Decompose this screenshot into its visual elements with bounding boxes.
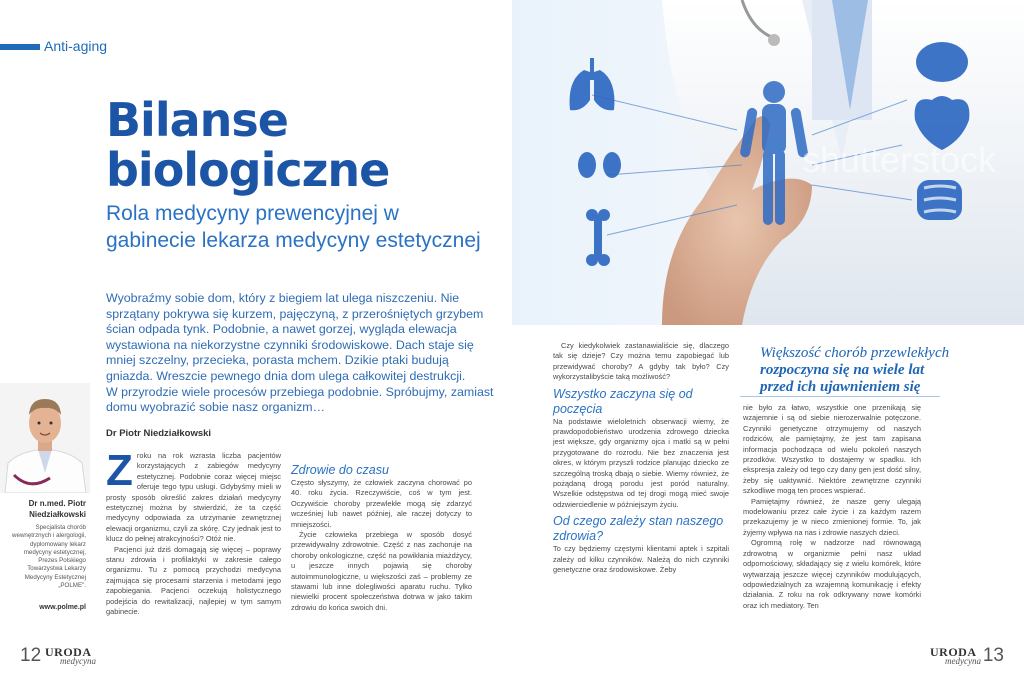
- title-line-1: Bilanse: [106, 93, 288, 147]
- page-number-right: 13: [982, 645, 1004, 666]
- brand-logo-right: URODA: [930, 645, 977, 659]
- col3-heading-2: Od czego zależy stan naszego zdrowia?: [553, 514, 724, 544]
- caption-name: Dr n.med. Piotr Niedziałkowski: [28, 499, 86, 519]
- col1-paragraph-1: roku na rok wzrasta liczba pacjentów korzystających z zabiegów medycyny estetycznej. Podobnie coraz więcej miejsc oferuje tego typu usługi. Gdybyśmy mieli w prosty sposób określić zakres działań medycyny estetycznej można by stwierdzić, że ta część medycyny odpowiada za utrzymanie zewnętrznej elewacji organizmu, czyli za skórę. Czy jednak jest to klucz do pełnej atrakcyjności? Otóż nie.: [106, 451, 281, 544]
- lead-text-2: W przyrodzie wiele procesów przebiega podobnie. Spróbujmy, zamiast domu wyobrazić sobie nasz organizm…: [106, 384, 494, 415]
- pull-quote-regular: Większość chorób przewlekłych: [760, 345, 950, 361]
- lead-text: Wyobraźmy sobie dom, który z biegiem lat ulega niszczeniu. Nie sprzątany pokrywa się kurzem, pajęczyną, z przerośniętych grzybem ścian odpada tynk. Podobnie, a nawet gorzej, wygląda elewacja wystawiona na niekorzystne czynniki środowiskowe. Dach staje się mniej szczelny, przecieka, porasta mchem. Dzikie ptaki budują gniazda. Wreszcie pewnego dnia dom ulega całkowitej destrukcji.: [106, 291, 484, 383]
- brand-sub-right: medycyna: [945, 656, 981, 666]
- col4-paragraph-1: Pamiętajmy również, że nasze geny ulegają modelowaniu przez całe życie i za każdym razem przekazujemy je w nieco zmienionej formie. To, jak żyjemy wpływa na nas i zdrowie naszych dzieci.: [743, 496, 921, 537]
- col3-paragraph-2: To czy będziemy częstymi klientami aptek i szpitali zależy od kilku czynników. Należą do nich czynniki genetyczne oraz środowiskowe. Żeby: [553, 544, 729, 575]
- drop-cap: Z: [106, 446, 133, 495]
- col2-heading: Zdrowie do czasu: [291, 463, 389, 477]
- text-column-3: [553, 341, 729, 576]
- text-column-4: [743, 403, 921, 611]
- author-portrait-illustration: [0, 383, 90, 493]
- pull-quote-divider: [740, 396, 940, 397]
- pull-quote: [760, 345, 960, 396]
- article-title: [106, 95, 389, 195]
- caption-url[interactable]: www.polme.pl: [39, 604, 86, 611]
- col3-paragraph-1: Na podstawie wieloletnich obserwacji wiemy, że prawdopodobieństwo urodzenia zdrowego dziecka jest większe, gdy organizmy ojca i matki są w pełni przygotowane do rozrodu. Nie bez znaczenia jest okres, w którym przyszli rodzice planując dziecko ze szczególną troską dbają o siebie. Wiemy również, że pożądaną drogą porodu jest poród naturalny. Wszelkie odstępstwa od tej drogi mogą mieć swoje odzwierciedlenie w późniejszym życiu.: [553, 416, 729, 509]
- pull-quote-bold: rozpoczyna się na wiele lat przed ich ujawnieniem się: [760, 362, 925, 395]
- doctor-anatomy-illustration: [512, 0, 1024, 325]
- col4-paragraph-0: nie było za łatwo, wszystkie one przenikają się wzajemnie i są od siebie nierozerwalnie potęczone. Czynniki genetyczne otrzymujemy od naszych rodziców, ale pamiętajmy, że jest tam zapisana informacja pochodząca od wielu pokoleń naszych przodków. Wszystko to dostajemy w spadku. Ich ekspresja zależy od tego czy dany gen jest dość silny, żeby się uaktywnić. Niektóre zewnętrzne czynniki szkodliwe mogą ten proces wspierać.: [743, 403, 921, 496]
- text-column-2: [291, 459, 472, 613]
- lead-paragraph: [106, 291, 496, 416]
- page-number-left: 12: [20, 645, 42, 666]
- col1-paragraph-2: Pacjenci już dziś domagają się więcej – poprawy stanu zdrowia i profilaktyki w zakresie całego organizmu. Tu z pomocą przychodzi medycyna zajmująca się procesami starzenia i metodami jego zapobiegania. Pacjenci oczekują holistycznego podejścia do rewitalizacji, najlepiej w tym samym gabinecie.: [106, 544, 281, 617]
- author-byline: Dr Piotr Niedziałkowski: [106, 428, 212, 439]
- brand-sub-left: medycyna: [60, 656, 96, 666]
- watermark-text: shutterstock: [802, 139, 997, 180]
- col4-paragraph-2: Ogromną rolę w nadzorze nad równowagą zdrowotną w organizmie pełni nasz układ odpornościowy, składający się z wielu komórek, które wytwarzają jeszcze więcej czynników modulujących, odpowiedzialnych za wzajemną komunikację i efekty działania. Z roku na rok odkrywany nowe komórki oraz ich mediatory. Ten: [743, 538, 921, 610]
- article-subtitle: Rola medycyny prewencyjnej w gabinecie lekarza medycyny estetycznej: [106, 202, 481, 252]
- author-photo: [0, 383, 90, 493]
- brand-logo-left: URODA: [45, 645, 92, 659]
- section-bar: [0, 44, 40, 50]
- text-column-1: [106, 446, 281, 618]
- caption-description: Specjalista chorób wewnętrznych i alergologii, dyplomowany lekarz medycyny estetycznej, Prezes Polskiego Towarzystwa Lekarzy Medycyny Estetycznej „POLME".: [12, 524, 86, 590]
- section-label: Anti-aging: [44, 38, 108, 54]
- col3-heading-1: Wszystko zaczyna się od poczęcia: [553, 386, 693, 416]
- col3-paragraph-0: Czy kiedykolwiek zastanawialiście się, dlaczego tak się dzieje? Czy można temu zapobiegać lub przewidywać choroby? A gdyby tak było? Czy wykorzystalibyście taką możliwość?: [553, 341, 729, 382]
- hero-image: [512, 0, 1024, 325]
- col2-paragraph-2: Życie człowieka przebiega w sposób dosyć przewidywalny zdrowotnie. Część z nas zachoruje na choroby onkologiczne, część na powikłania miażdżycy, u jeszcze innych pojawią się choroby autoimmunologiczne, u większości zaś – problemy ze stawami lub inne dolegliwości aparatu ruchu. Tylko niewielki procent społeczeństwa dotrwa w jako takim zdrowiu do końca swoich dni.: [291, 530, 472, 612]
- title-line-2: biologiczne: [106, 143, 390, 197]
- col2-paragraph-1: Często słyszymy, że człowiek zaczyna chorować po 40. roku życia. Rzeczywiście, coś w tym jest. Oczywiście choroby przewlekłe mogą się zdarzyć wcześniej lub nawet później, ale raczej dotyczy to mniejszości.: [291, 478, 472, 529]
